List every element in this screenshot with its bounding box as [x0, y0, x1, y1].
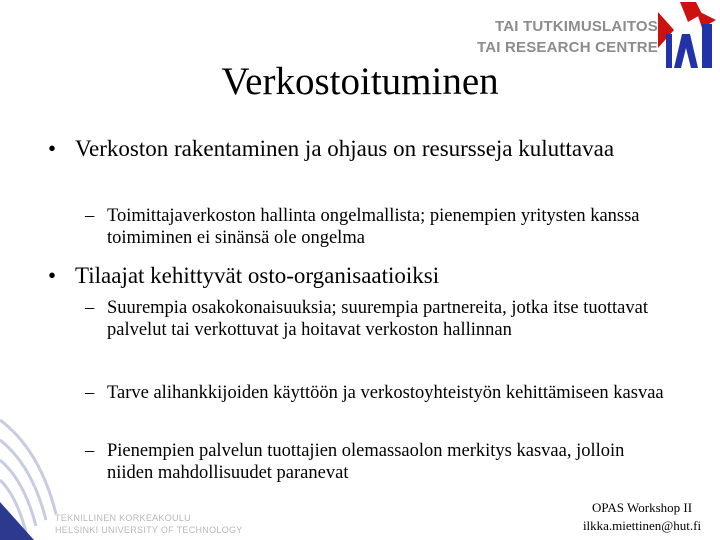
tai-logo-text — [477, 16, 658, 58]
bullet-1-sub-1 — [85, 205, 667, 249]
bullet-1 — [48, 135, 675, 163]
hut-logo-arc-2 — [0, 440, 46, 520]
bullet-2-text: Tilaajat kehittyvät osto-organisaatioiksi — [75, 263, 440, 288]
bullet-2-sub-2-text: Tarve alihankkijoiden käyttöön ja verkostoyhteistyön kehittämiseen kasvaa — [107, 383, 664, 403]
bullet-1-text: Verkoston rakentaminen ja ohjaus on resursseja kuluttavaa — [75, 136, 615, 161]
slide-title: Verkostoituminen — [221, 60, 499, 103]
dash-symbol: – — [85, 206, 95, 226]
bullet-2-sub-1-text: Suurempia osakokonaisuuksia; suurempia partnereita, jotka itse tuottavat palvelut tai verkottuvat ja hoitavat verkoston hallinnan — [107, 298, 648, 340]
university-name — [55, 512, 243, 536]
university-line1: TEKNILLINEN KORKEAKOULU — [55, 513, 191, 523]
bullet-2 — [48, 262, 675, 290]
tai-logo-line2: TAI RESEARCH CENTRE — [476, 39, 658, 56]
footer-event: OPAS Workshop II — [591, 500, 693, 515]
dash-symbol: – — [85, 441, 95, 461]
hut-logo-icon — [0, 410, 62, 540]
bullet-symbol: • — [48, 136, 57, 161]
university-line2: HELSINKI UNIVERSITY OF TECHNOLOGY — [55, 525, 243, 535]
tai-logo-line1: TAI TUTKIMUSLAITOS — [494, 18, 658, 35]
bullet-2-sub-2 — [85, 382, 667, 404]
dash-symbol: – — [85, 298, 95, 318]
footer-email: ilkka.miettinen@hut.fi — [582, 518, 702, 533]
bullet-2-sub-3-text: Pienempien palvelun tuottajien olemassaolon merkitys kasvaa, jolloin niiden mahdollisuudet paranevat — [107, 441, 625, 483]
footer-contact — [572, 499, 712, 535]
bullet-2-sub-1 — [85, 297, 667, 341]
dash-symbol: – — [85, 383, 95, 403]
bullet-2-sub-3 — [85, 440, 667, 484]
bullet-symbol: • — [48, 263, 57, 288]
bullet-1-sub-1-text: Toimittajaverkoston hallinta ongelmallista; pienempien yritysten kanssa toimiminen ei sinänsä ole ongelma — [107, 206, 640, 248]
